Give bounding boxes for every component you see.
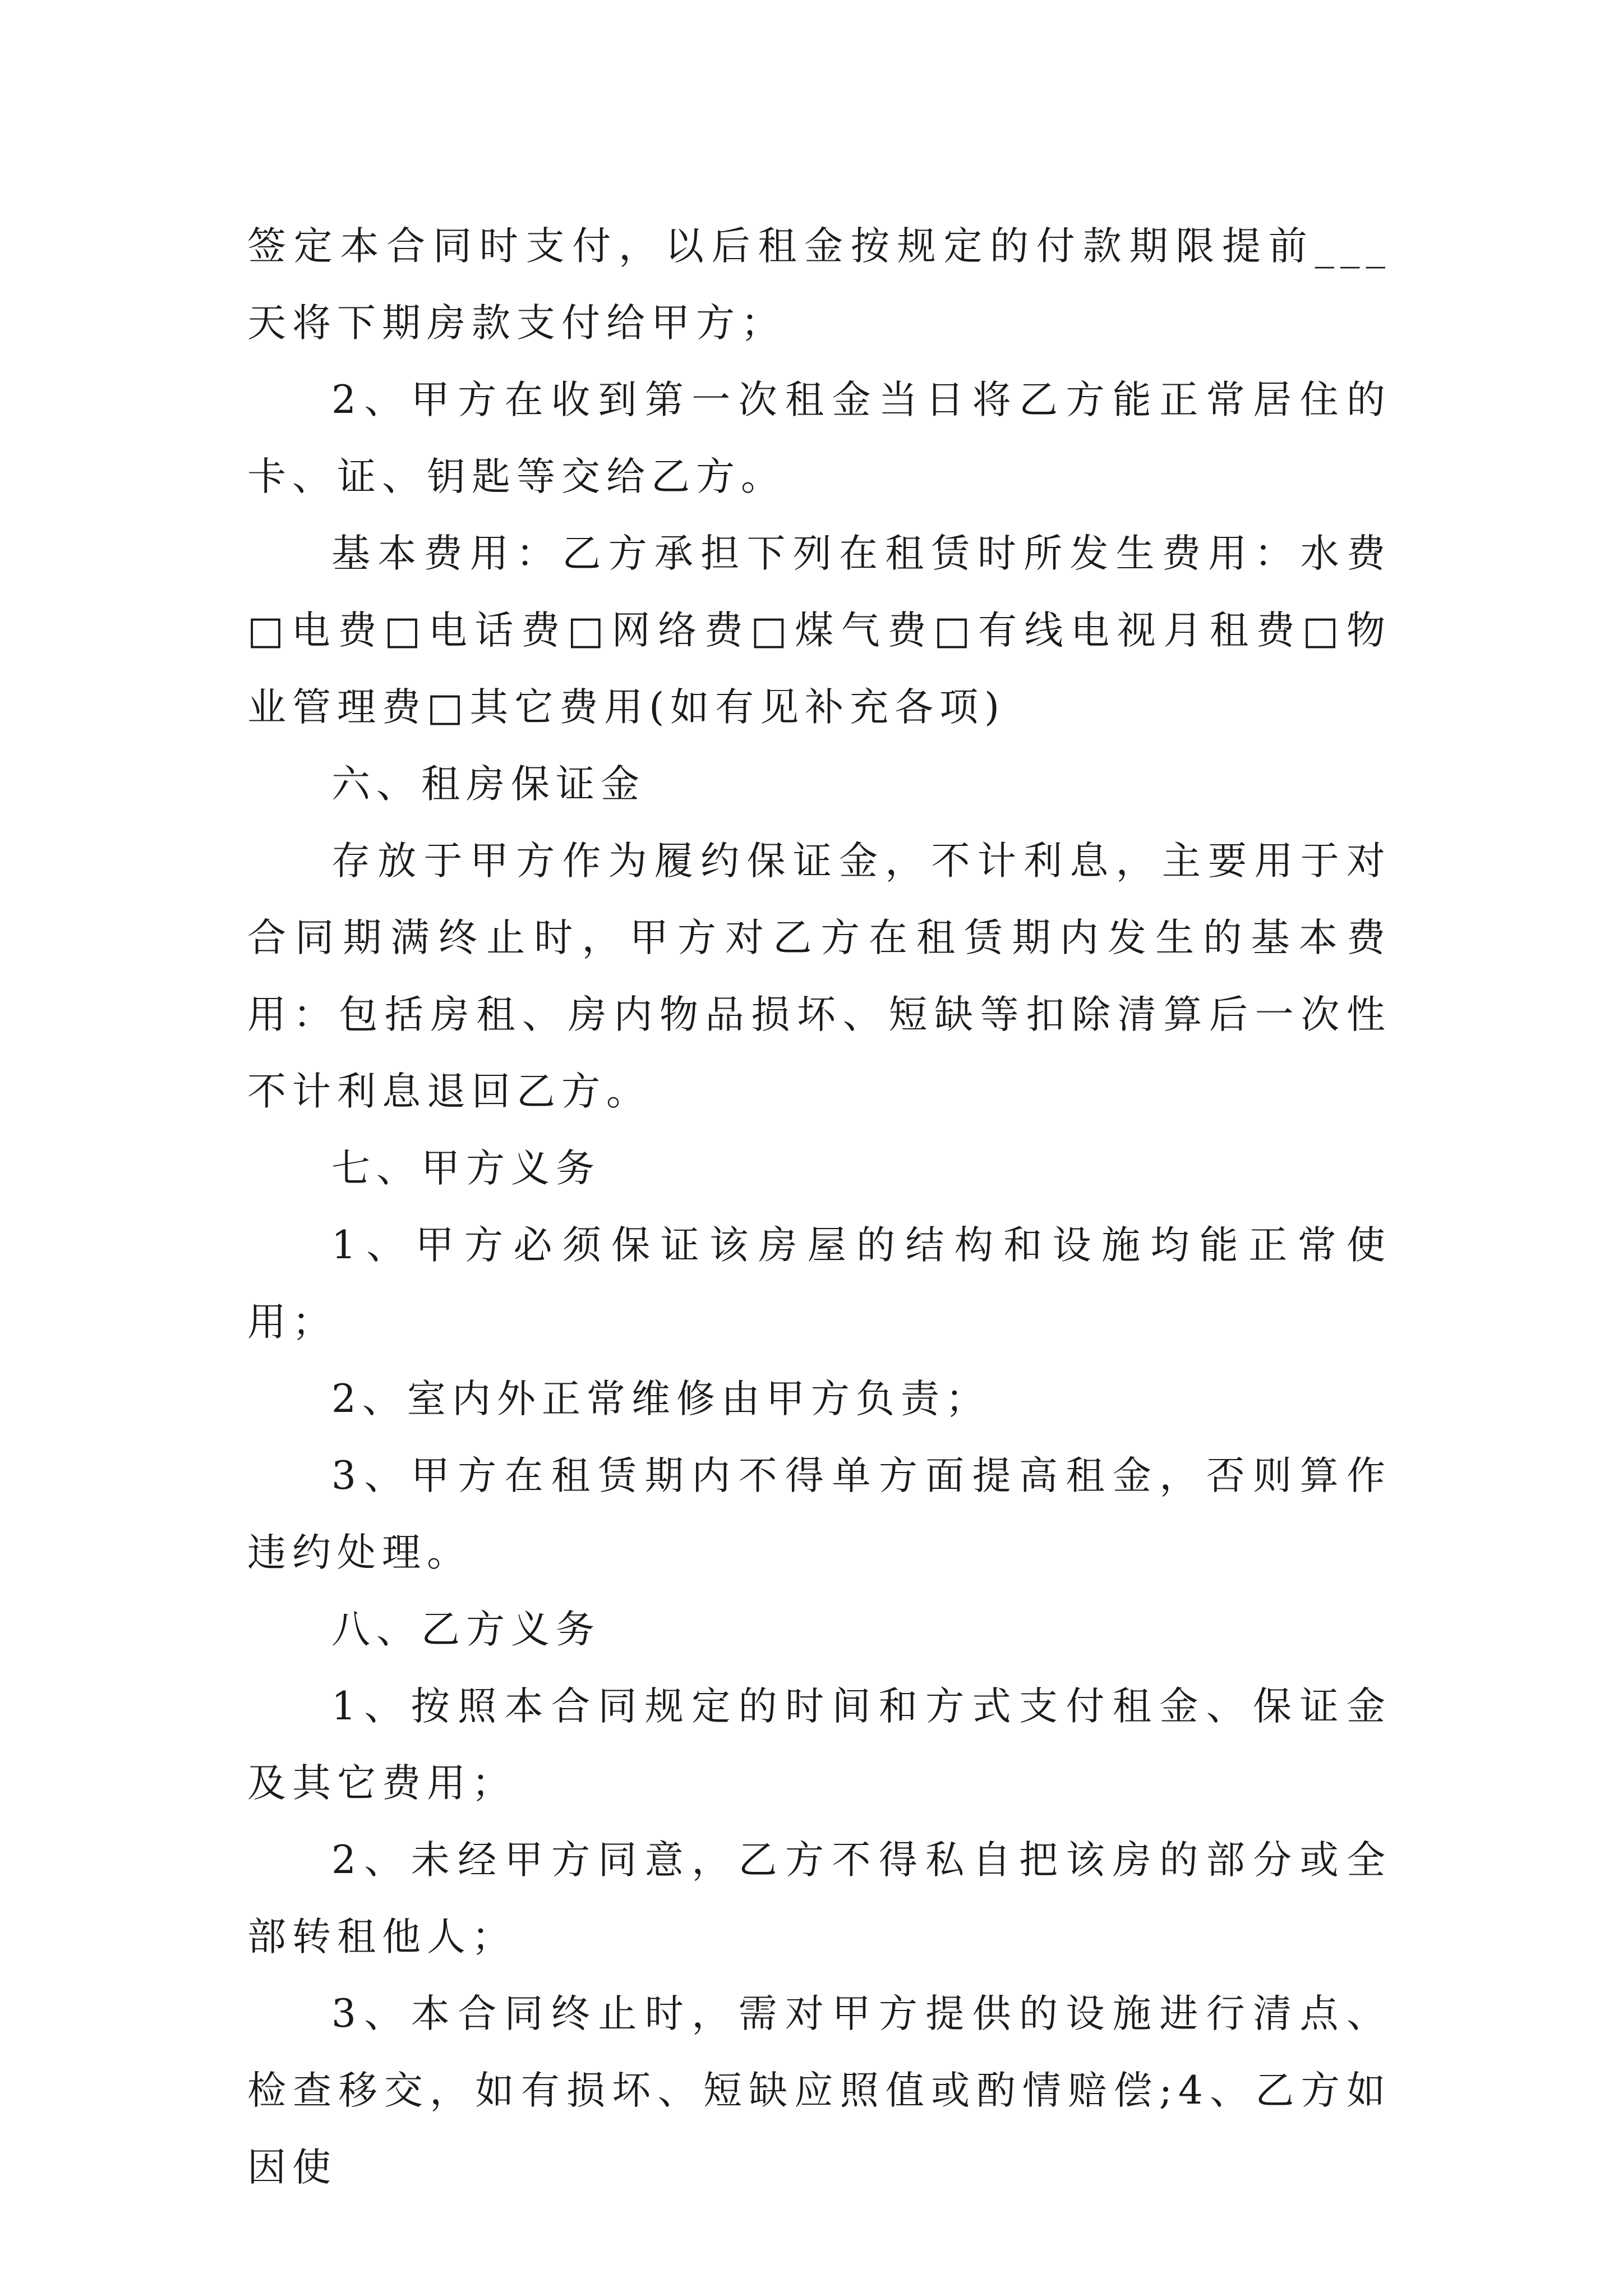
paragraph-party-b-duty-1: 1、按照本合同规定的时间和方式支付租金、保证金及其它费用； [247, 1684, 1391, 1806]
paragraph-party-b-duty-2: 2、未经甲方同意，乙方不得私自把该房的部分或全部转租他人； [247, 1838, 1391, 1959]
paragraph-basic-fees: 基本费用：乙方承担下列在租赁时所发生费用：水费□电费□电话费□网络费□煤气费□有线电视月租费□物业管理费□其它费用(如有见补充各项) [247, 531, 1391, 730]
paragraph-party-b-duty-3: 3、本合同终止时，需对甲方提供的设施进行清点、检查移交，如有损坏、短缺应照值或酌情赔偿;4、乙方如因使 [247, 1991, 1391, 2190]
document-body [247, 208, 1391, 2206]
paragraph-deposit: 存放于甲方作为履约保证金，不计利息，主要用于对合同期满终止时，甲方对乙方在租赁期内发生的基本费用：包括房租、房内物品损坏、短缺等扣除清算后一次性不计利息退回乙方。 [247, 839, 1391, 1114]
paragraph-party-a-duty-1: 1、甲方必须保证该房屋的结构和设施均能正常使用； [247, 1223, 1391, 1345]
section-heading-party-b-duties: 八、乙方义务 [331, 1607, 601, 1652]
section-heading-deposit: 六、租房保证金 [331, 762, 645, 807]
paragraph-key-handover: 2、甲方在收到第一次租金当日将乙方能正常居住的卡、证、钥匙等交给乙方。 [247, 378, 1391, 499]
section-heading-party-a-duties: 七、甲方义务 [331, 1146, 601, 1191]
paragraph-party-a-duty-3: 3、甲方在租赁期内不得单方面提高租金，否则算作违约处理。 [247, 1453, 1391, 1575]
paragraph-party-a-duty-2: 2、室内外正常维修由甲方负责； [331, 1377, 990, 1421]
paragraph-payment-terms: 签定本合同时支付，以后租金按规定的付款期限提前___天将下期房款支付给甲方； [247, 224, 1391, 346]
